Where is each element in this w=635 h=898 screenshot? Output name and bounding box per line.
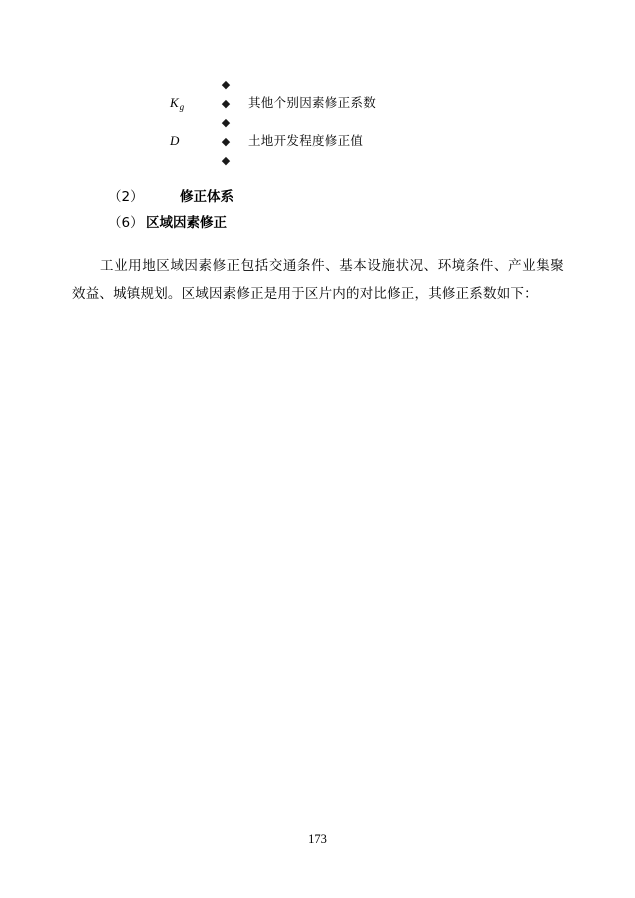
definition-symbol: D (170, 133, 180, 148)
definition-row (170, 78, 550, 93)
section-heading-regional-factor-correction (108, 211, 227, 231)
missing-glyph-box-icon: ◆ (221, 116, 231, 129)
missing-glyph-box-icon: ◆ (221, 78, 231, 91)
missing-glyph-box-icon: ◆ (221, 97, 231, 110)
definition-row (170, 93, 550, 116)
section-heading-correction-system (108, 185, 234, 205)
definition-row (170, 154, 550, 169)
missing-glyph-box-icon: ◆ (221, 135, 231, 148)
definition-text: 土地开发程度修正值 (248, 133, 364, 148)
definition-text: 其他个别因素修正系数 (248, 95, 377, 110)
body-paragraph: 工业用地区域因素修正包括交通条件、基本设施状况、环境条件、产业集聚效益、城镇规划。区域因素修正是用于区片内的对比修正，其修正系数如下： (72, 257, 564, 302)
formula-definitions-block (170, 78, 550, 169)
definition-symbol-subscript: g (179, 102, 185, 112)
definition-row (170, 131, 550, 154)
missing-glyph-box-icon: ◆ (221, 154, 231, 167)
definition-symbol: $K_g$ (170, 95, 185, 112)
section-number: （2） (108, 189, 144, 205)
section-title: 修正体系 (180, 189, 234, 205)
definition-row (170, 116, 550, 131)
section-number: （6） (108, 215, 144, 231)
section-title: 区域因素修正 (146, 215, 227, 231)
page-number: 173 (308, 832, 327, 846)
